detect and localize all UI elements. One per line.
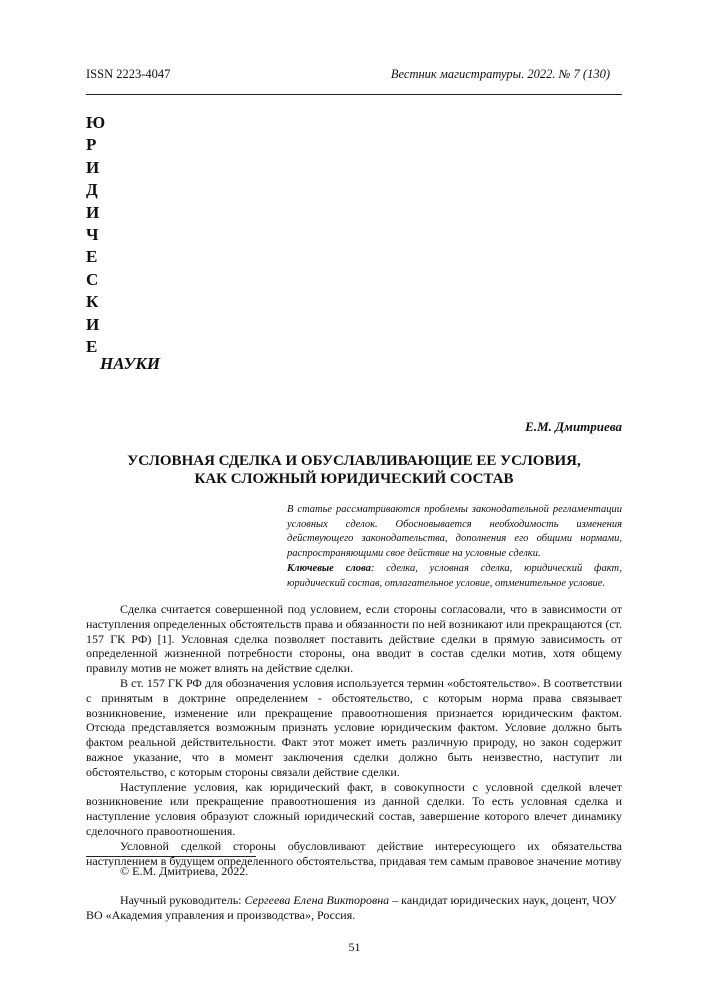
section-letter: Д <box>86 180 98 200</box>
section-letter: И <box>86 157 100 177</box>
section-letter: И <box>86 202 100 222</box>
abstract: В статье рассматриваются проблемы законодательной регламентации условных сделок. Обосновывается необходимость изменения действующего законодательства, дополнения его общими нормами, распространяющими свое действие на условные сделки. <box>287 504 622 559</box>
keywords <box>287 562 622 591</box>
paragraph: Сделка считается совершенной под условием, если стороны согласовали, что в зависимости от наступления определенных обстоятельств права и обязанности по ней возникают или прекращаются (ст. 157 ГК РФ) [1]. Условная сделка позволяет поставить действие сделки в прямую зависимость от определенной жизненной потребности стороны, она вводит в состав сделки мотив, хотя общему правилу мотив не может влиять на действие сделки. <box>86 602 622 676</box>
page-number: 51 <box>348 940 361 954</box>
section-letter: Ч <box>86 225 99 245</box>
section-letter: К <box>86 292 99 312</box>
title-line: УСЛОВНАЯ СДЕЛКА И ОБУСЛАВЛИВАЮЩИЕ ЕЕ УСЛОВИЯ, <box>127 453 581 469</box>
section-letter: Р <box>86 135 97 155</box>
section-letter: И <box>86 314 100 334</box>
section-letter: Ю <box>86 113 106 132</box>
advisor-prefix: Научный руководитель: <box>120 893 245 907</box>
copyright-note: © Е.М. Дмитриева, 2022. <box>120 864 249 878</box>
title-line: КАК СЛОЖНЫЙ ЮРИДИЧЕСКИЙ СОСТАВ <box>194 471 514 487</box>
keywords-list: : сделка, условная сделка, юридический факт, юридический состав, отлагательное условие, отменительное условие. <box>287 563 622 589</box>
section-vertical-title <box>86 112 116 358</box>
paragraph: Наступление условия, как юридический факт, в совокупности с условной сделкой влечет возникновение или прекращение правоотношения из данной сделки. То есть условная сделка и наступление условия образуют сложный юридический состав, завершение которого влечет динамику сделочного правоотношения. <box>86 779 622 838</box>
section-subtitle: НАУКИ <box>100 354 161 373</box>
advisor-suffix: – кандидат юридических наук, доцент, ЧОУ ВО «Академия управления и производства», Россия. <box>86 893 617 922</box>
issn: ISSN 2223-4047 <box>86 67 171 81</box>
author: Е.М. Дмитриева <box>525 419 622 434</box>
body-text <box>86 602 622 868</box>
running-header <box>86 67 622 85</box>
paragraph: В ст. 157 ГК РФ для обозначения условия используется термин «обстоятельство». В соответствии с принятым в доктрине определением - обстоятельство, с которым норма права связывает возникновение, изменение или прекращение правоотношения признается юридическим фактом. Отсюда представляется возможным признать условие юридическим фактом. Условие должно быть фактом реальной действительности. Факт этот может иметь различную природу, но закон содержит важное указание, что в момент заключения сделки должно быть неизвестно, наступит ли обстоятельство, с которым стороны связали действие сделки. <box>86 675 622 779</box>
section-letter: С <box>86 269 99 289</box>
advisor-name: Сергеева Елена Викторовна <box>244 893 390 907</box>
footnote-rule <box>86 856 256 857</box>
header-rule <box>86 94 622 95</box>
advisor-note <box>86 893 622 923</box>
journal-title: Вестник магистратуры. 2022. № 7 (130) <box>390 67 610 81</box>
section-letter: Е <box>86 247 98 267</box>
section-letter: Е <box>86 337 98 357</box>
keywords-label: Ключевые слова <box>287 563 371 574</box>
article-title <box>86 452 622 488</box>
paragraph: Условной сделкой стороны обусловливают действие интересующего их обязательства наступлением в будущем определенного обстоятельства, придавая тем самым правовое значение мотиву <box>86 838 622 868</box>
